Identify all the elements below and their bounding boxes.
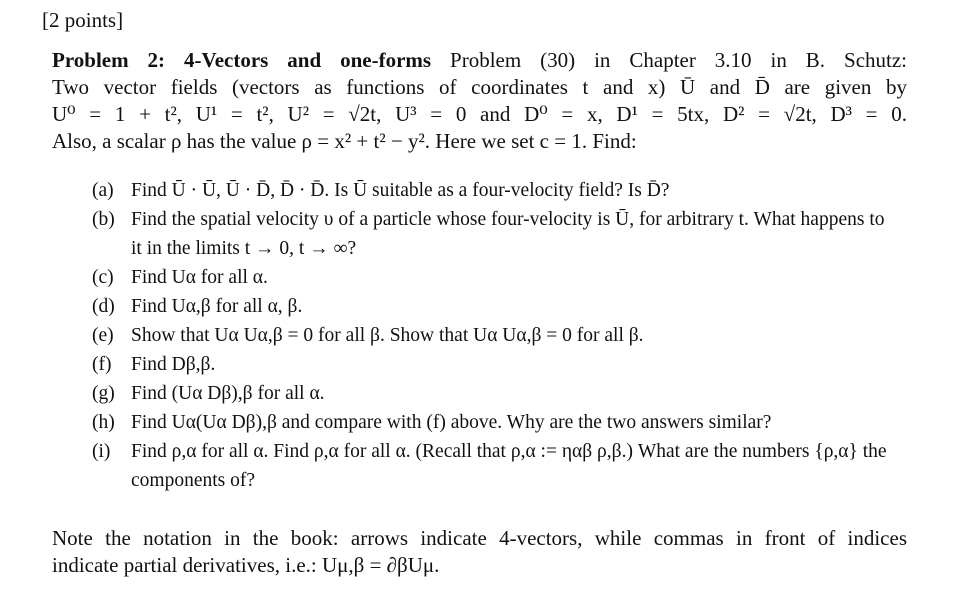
task-item-d — [92, 292, 892, 321]
problem-statement — [52, 47, 907, 155]
task-label: (f) — [92, 354, 112, 375]
task-label: (g) — [92, 383, 115, 404]
task-label: (h) — [92, 412, 115, 433]
note-line-2: indicate partial derivatives, i.e.: Uμ,β = ∂βUμ. — [52, 553, 440, 577]
task-item-i — [92, 437, 892, 495]
task-text: Find Ū · Ū, Ū · D̄, D̄ · D̄. Is Ū suitable as a four-velocity field? Is D̄? — [131, 180, 670, 201]
note-line-1: Note the notation in the book: arrows indicate 4-vectors, while commas in front of indices — [52, 526, 907, 550]
task-item-a — [92, 176, 892, 205]
task-item-c — [92, 263, 892, 292]
task-text: Find (Uα Dβ),β for all α. — [131, 383, 325, 404]
problem-line-4: Also, a scalar ρ has the value ρ = x² + t² − y². Here we set c = 1. Find: — [52, 129, 637, 153]
task-label: (i) — [92, 441, 111, 462]
notation-note — [52, 525, 907, 579]
points-label: [2 points] — [42, 8, 124, 32]
task-text: Find Uα(Uα Dβ),β and compare with (f) above. Why are the two answers similar? — [131, 412, 772, 433]
task-text: Find the spatial velocity υ of a particle whose four-velocity is Ū, for arbitrary t. What happens to it in the limits t → 0, t → ∞? — [131, 209, 885, 259]
task-text: Show that Uα Uα,β = 0 for all β. Show that Uα Uα,β = 0 for all β. — [131, 325, 644, 346]
problem-line-1 — [52, 47, 907, 74]
task-text: Find ρ,α for all α. Find ρ,α for all α. (Recall that ρ,α := ηαβ ρ,β.) What are the numbers {ρ,α} the components of? — [131, 441, 887, 491]
task-item-g — [92, 379, 892, 408]
task-label: (e) — [92, 325, 114, 346]
task-item-e — [92, 321, 892, 350]
task-text: Find Uα,β for all α, β. — [131, 296, 303, 317]
task-label: (b) — [92, 209, 115, 230]
problem-heading: Problem 2: 4-Vectors and one-forms — [52, 48, 432, 72]
task-item-f — [92, 350, 892, 379]
problem-line-2: Two vector fields (vectors as functions of coordinates t and x) Ū and D̄ are given by — [52, 75, 907, 99]
task-text: Find Dβ,β. — [131, 354, 216, 375]
task-item-h — [92, 408, 892, 437]
problem-source: Problem (30) in Chapter 3.10 in B. Schutz: — [431, 48, 907, 72]
task-text: Find Uα for all α. — [131, 267, 268, 288]
task-list — [92, 176, 892, 495]
problem-line-3: U⁰ = 1 + t², U¹ = t², U² = √2t, U³ = 0 and D⁰ = x, D¹ = 5tx, D² = √2t, D³ = 0. — [52, 102, 907, 126]
task-item-b — [92, 205, 892, 263]
task-label: (a) — [92, 180, 114, 201]
task-label: (d) — [92, 296, 115, 317]
task-label: (c) — [92, 267, 114, 288]
